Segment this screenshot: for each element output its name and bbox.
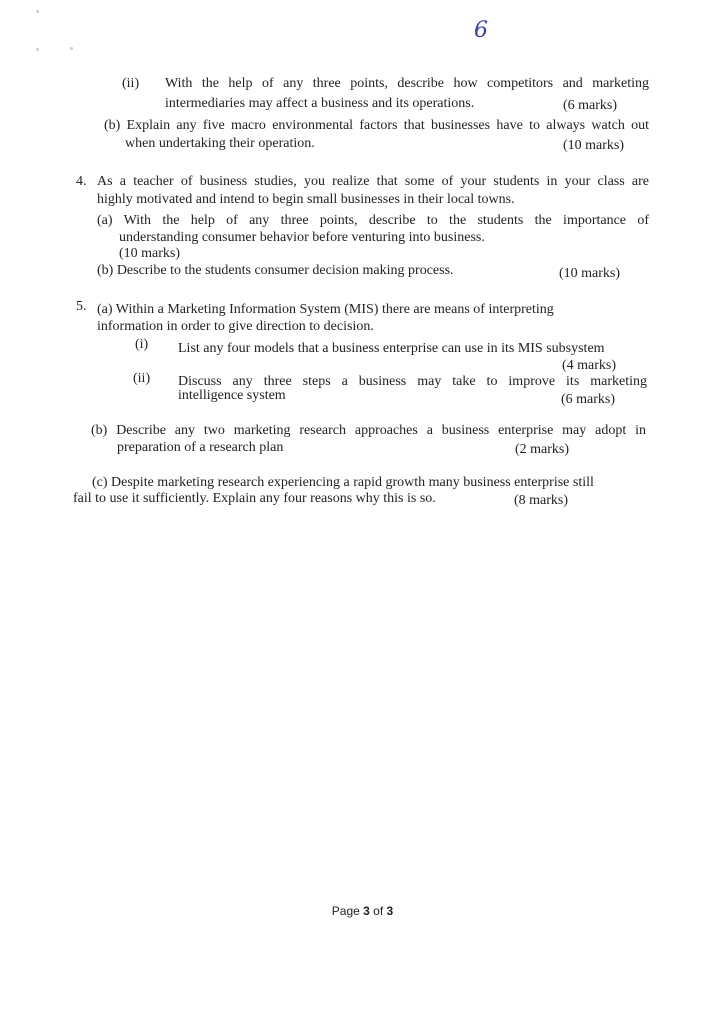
q3-ii-number: (ii) — [122, 76, 140, 91]
q3-ii-line1: With the help of any three points, describe how competitors and marketing — [165, 76, 649, 91]
footer-page-word: Page — [331, 904, 360, 918]
q5-c-line2: fail to use it sufficiently. Explain any four reasons why this is so. — [73, 491, 436, 506]
q3-b-line2: when undertaking their operation. — [125, 136, 315, 151]
q3-b-marks: (10 marks) — [563, 138, 625, 153]
q3-ii-line2: intermediaries may affect a business and its operations. — [165, 96, 475, 111]
q5-i-text: List any four models that a business enterprise can use in its MIS subsystem — [178, 341, 605, 356]
scan-speck — [36, 10, 39, 13]
q5-a-line2: information in order to give direction to decision. — [97, 319, 374, 334]
q5-number: 5. — [76, 299, 87, 314]
q5-ii-marks: (6 marks) — [561, 392, 616, 407]
q4-stem-line1: As a teacher of business studies, you realize that some of your students in your class are — [97, 174, 649, 189]
q4-a-line1: (a) With the help of any three points, describe to the students the importance of — [97, 213, 649, 228]
footer-current-page: 3 — [363, 904, 370, 918]
scan-speck — [70, 47, 73, 50]
q4-a-marks: (10 marks) — [119, 246, 181, 261]
q5-i-number: (i) — [135, 337, 149, 352]
q5-b-line1: (b) Describe any two marketing research approaches a business enterprise may adopt in — [91, 423, 646, 438]
q5-ii-line2: intelligence system — [178, 388, 286, 403]
page-footer — [0, 904, 725, 918]
q5-b-marks: (2 marks) — [515, 442, 570, 457]
q4-b-marks: (10 marks) — [559, 266, 621, 281]
q4-stem-line2: highly motivated and intend to begin small businesses in their local towns. — [97, 192, 515, 207]
q3-b-line1: (b) Explain any five macro environmental factors that businesses have to always watch out — [104, 118, 649, 133]
footer-total-pages: 3 — [386, 904, 394, 918]
q4-b-line: (b) Describe to the students consumer decision making process. — [97, 263, 454, 278]
q4-a-line2: understanding consumer behavior before venturing into business. — [119, 230, 485, 245]
q5-c-line1: (c) Despite marketing research experiencing a rapid growth many business enterprise still — [92, 475, 594, 490]
q5-i-marks: (4 marks) — [562, 358, 617, 373]
q5-ii-number: (ii) — [133, 371, 151, 386]
q5-b-line2: preparation of a research plan — [117, 440, 284, 455]
q5-c-marks: (8 marks) — [514, 493, 569, 508]
q5-ii-line1: Discuss any three steps a business may take to improve its marketing — [178, 374, 647, 389]
q4-number: 4. — [76, 174, 87, 189]
handwritten-page-number: 6 — [474, 18, 488, 43]
q3-ii-marks: (6 marks) — [563, 98, 618, 113]
footer-of-word: of — [373, 904, 384, 918]
q5-a-line1: (a) Within a Marketing Information System (MIS) there are means of interpreting — [97, 302, 554, 317]
scan-speck — [36, 48, 39, 51]
